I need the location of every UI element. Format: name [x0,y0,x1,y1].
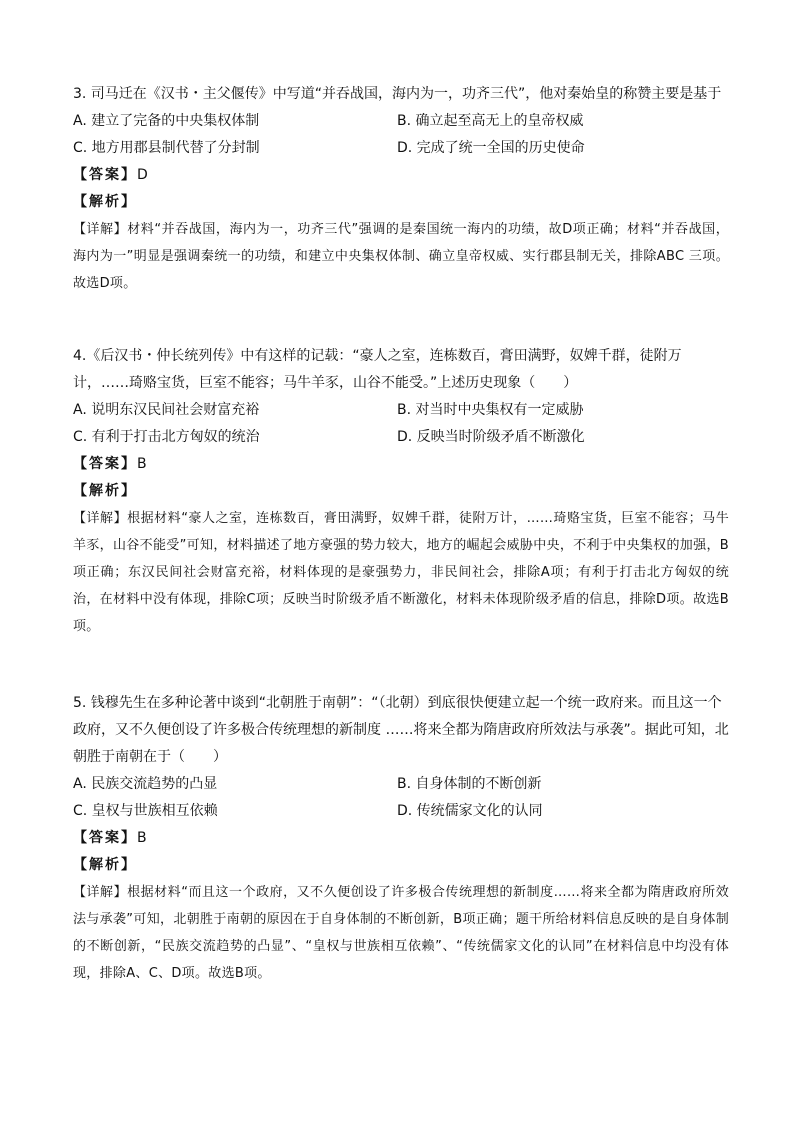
analysis-tag: 【解析】 [73,483,137,499]
answer-line [73,451,729,478]
option-c: C. 地方用郡县制代替了分封制 [73,140,260,156]
answer-value: B [137,456,147,472]
answer-tag: 【答案】 [73,456,137,472]
answer-value: B [137,830,147,846]
analysis-detail: 【详解】材料“并吞战国，海内为一，功齐三代”强调的是秦国统一海内的功绩，故D项正确；材料“并吞战国，海内为一”明显是强调秦统一的功绩，和建立中央集权体制、确立皇帝权威、实行郡县制无关，排除ABC 三项。故选D项。 [73,222,729,291]
option-c: C. 皇权与世族相互依赖 [73,803,218,819]
option-a: A. 说明东汉民间社会财富充裕 [73,402,260,418]
option-c: C. 有利于打击北方匈奴的统治 [73,429,260,445]
option-list [73,397,729,451]
option-b: B. 对当时中央集权有一定威胁 [397,402,584,418]
answer-value: D [137,167,148,183]
question-stem: 4.《后汉书・仲长统列传》中有这样的记载：“豪人之室，连栋数百，膏田满野，奴婢千群，徒附万计，……琦赂宝货，巨室不能容；马牛羊豕，山谷不能受。”上述历史现象（ ） [73,348,682,391]
answer-line [73,162,729,189]
question-5 [73,690,729,987]
analysis-tag: 【解析】 [73,857,137,873]
option-b: B. 自身体制的不断创新 [397,776,542,792]
analysis-detail: 【详解】根据材料“而且这一个政府，又不久便创设了许多极合传统理想的新制度……将来全都为隋唐政府所效法与承袭”可知，北朝胜于南朝的原因在于自身体制的不断创新，B项正确；题干所给材料信息反映的是自身体制的不断创新，“民族交流趋势的凸显”、“皇权与世族相互依赖”、“传统儒家文化的认同”在材料信息中均没有体现，排除A、C、D项。故选B项。 [73,885,729,981]
option-a: A. 民族交流趋势的凸显 [73,776,218,792]
question-4 [73,343,729,640]
option-d: D. 完成了统一全国的历史使命 [397,140,585,156]
option-list [73,771,729,825]
analysis-heading [73,189,729,216]
option-list [73,108,729,162]
analysis-heading [73,478,729,505]
option-b: B. 确立起至高无上的皇帝权威 [397,113,584,129]
answer-line [73,825,729,852]
answer-tag: 【答案】 [73,830,137,846]
option-d: D. 反映当时阶级矛盾不断激化 [397,429,585,445]
question-stem: 3. 司马迁在《汉书・主父偃传》中写道“并吞战国，海内为一，功齐三代”，他对秦始皇的称赞主要是基于 [73,86,722,102]
option-a: A. 建立了完备的中央集权体制 [73,113,260,129]
analysis-heading [73,852,729,879]
question-stem: 5. 钱穆先生在多种论著中谈到“北朝胜于南朝”：“（北朝）到底很快便建立起一个统一政府来。而且这一个政府，又不久便创设了许多极合传统理想的新制度 ……将来全都为隋唐政府所效法与承袭”。据此可知，北朝胜于南朝在于（ ） [73,695,729,765]
question-3 [73,81,729,297]
analysis-tag: 【解析】 [73,194,137,210]
analysis-detail: 【详解】根据材料“豪人之室，连栋数百，膏田满野，奴婢千群，徒附万计，……琦赂宝货，巨室不能容；马牛羊豕，山谷不能受”可知，材料描述了地方豪强的势力较大，地方的崛起会威胁中央，不利于中央集权的加强，B项正确；东汉民间社会财富充裕，材料体现的是豪强势力，非民间社会，排除A项；有利于打击北方匈奴的统治，在材料中没有体现，排除C项；反映当时阶级矛盾不断激化，材料未体现阶级矛盾的信息，排除D项。故选B项。 [73,511,729,634]
option-d: D. 传统儒家文化的认同 [397,803,543,819]
answer-tag: 【答案】 [73,167,137,183]
